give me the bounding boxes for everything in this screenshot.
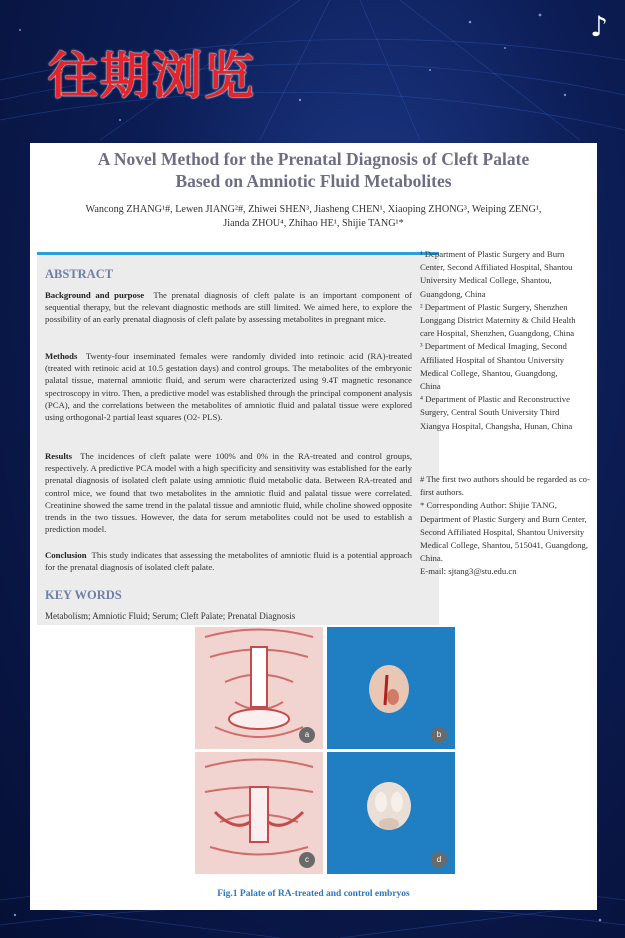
figure-panel-b	[327, 627, 455, 749]
figure-label-b: b	[431, 727, 447, 743]
abstract-box	[37, 252, 439, 625]
cofirst-note: # The first two authors should be regarded as co-first authors.	[420, 474, 590, 498]
corresponding-note: * Corresponding Author: Shijie TANG, Department of Plastic Surgery and Burn Center, Second Affiliated Hospital, Shantou University Medical College, Shantou, 515041, Guangdong, China.	[420, 500, 588, 564]
music-note-icon[interactable]: ♪	[590, 10, 608, 43]
figure-panel-c	[195, 752, 323, 874]
figure-panel-d	[327, 752, 455, 874]
conclusion-label: Conclusion	[45, 550, 87, 560]
affiliation-2: ² Department of Plastic Surgery, Shenzhen Longgang District Maternity & Child Health care Hospital, Shenzhen, Guangdong, China	[420, 301, 576, 339]
results-label: Results	[45, 451, 73, 461]
abstract-methods	[45, 350, 412, 423]
abstract-background	[45, 289, 412, 326]
paper-title	[30, 148, 597, 192]
methods-label: Methods	[45, 351, 78, 361]
results-text: The incidences of cleft palate were 100% and 0% in the RA-treated and control groups, respectively. A predictive PCA model with a high specificity and sensitivity was established for the early prenatal diagnosis of isolated cleft palate using amniotic fluid metabolic data. Between RA-treated and control mice, we found that two metabolites in the amniotic fluid and palatal tissue were correlated. Creatinine showed the same trend in the palatal tissue and amniotic fluid, while choline showed opposite trends in the two tissues. However, the data for serum metabolites could not be used to establish a prediction model.	[45, 451, 412, 535]
figure-panel-a	[195, 627, 323, 749]
email-note: E-mail: sjtang3@stu.edu.cn	[420, 566, 517, 577]
paper-authors	[42, 203, 585, 231]
abstract-heading: ABSTRACT	[45, 267, 114, 281]
authors-line-2: Jianda ZHOU⁴, Zhihao HE¹, Shijie TANG¹*	[223, 218, 404, 229]
affiliation-4: ⁴ Department of Plastic and Reconstructive Surgery, Central South University Third Xiangya Hospital, Changsha, Hunan, China	[420, 394, 573, 431]
keywords-heading: KEY WORDS	[45, 588, 122, 602]
abstract-conclusion	[45, 549, 412, 573]
methods-text: Twenty-four inseminated females were randomly divided into retinoic acid (RA)-treated (treated with retinoic acid at 10.5 gestation days) and control groups. The metabolites of the embryonic palatal tissue, maternal amniotic fluid, and serum were characterized using 9.4T magnetic resonance spectroscopy in vitro. Then, a predictive model was established through the principal component analysis (PCA), and the correlations between the metabolites of amniotic fluid and palatal tissue were explored using orthogonal-2 partial least squares (O2- PLS).	[45, 351, 413, 423]
author-notes	[420, 473, 590, 579]
keywords-text: Metabolism; Amniotic Fluid; Serum; Cleft Palate; Prenatal Diagnosis	[45, 611, 296, 621]
conclusion-text: This study indicates that assessing the metabolites of amniotic fluid is a potential approach for the prenatal diagnosis of isolated cleft palate.	[45, 550, 412, 573]
affiliation-3: ³ Department of Medical Imaging, Second Affiliated Hospital of Shantou University Medical College, Shantou, Guangdong, China	[420, 341, 567, 392]
figure-label-c: c	[299, 852, 315, 868]
banner-title: 往期浏览	[48, 47, 256, 105]
paper-title-line-2: Based on Amniotic Fluid Metabolites	[175, 171, 452, 191]
abstract-results	[45, 450, 412, 535]
background-text: The prenatal diagnosis of cleft palate is an important component of sequential therapy, but the relevant diagnostic methods are still limited. We aimed here, to explore the possibility of an early prenatal diagnosis of cleft palate by assessing metabolites in pregnant mice.	[45, 290, 412, 325]
affiliation-1: ¹ Department of Plastic Surgery and Burn Center, Second Affiliated Hospital, Shantou University Medical College, Shantou, Guangdong, China	[420, 249, 573, 299]
affiliations	[420, 248, 580, 433]
authors-line-1: Wancong ZHANG¹#, Lewen JIANG²#, Zhiwei SHEN³, Jiasheng CHEN¹, Xiaoping ZHONG³, Weiping ZENG¹,	[85, 204, 542, 215]
paper-title-line-1: A Novel Method for the Prenatal Diagnosis of Cleft Palate	[97, 149, 530, 169]
figure-caption: Fig.1 Palate of RA-treated and control embryos	[217, 889, 410, 899]
paper-page	[30, 143, 597, 910]
figure-label-d: d	[431, 852, 447, 868]
background-label: Background and purpose	[45, 290, 145, 300]
figure-label-a: a	[299, 727, 315, 743]
